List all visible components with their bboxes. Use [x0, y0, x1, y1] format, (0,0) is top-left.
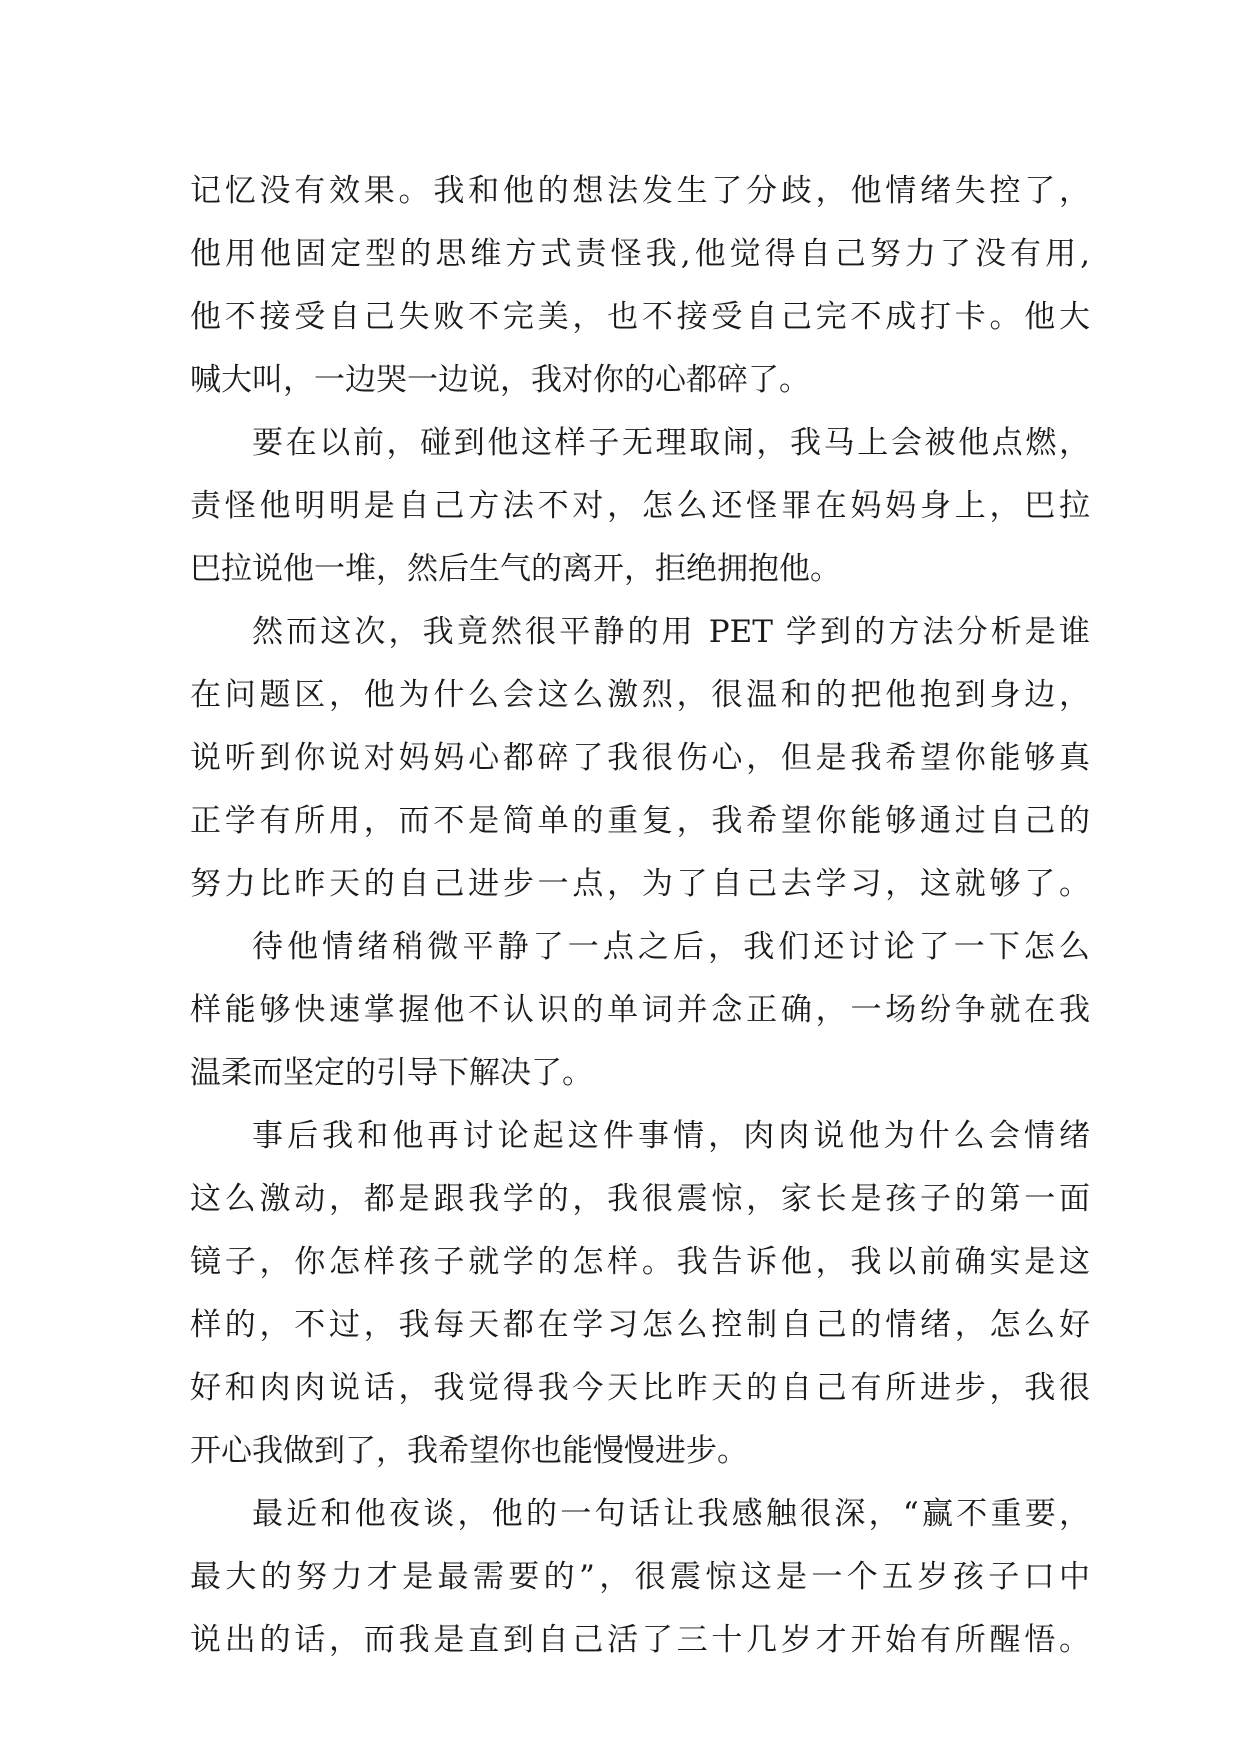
- text-line: 温柔而坚定的引导下解决了。: [190, 1055, 593, 1091]
- text-line: 最大的努力才是最需要的”，很震惊这是一个五岁孩子口中: [190, 1559, 1090, 1595]
- text-line-indented: 事后我和他再讨论起这件事情，肉肉说他为什么会情绪: [252, 1118, 1090, 1154]
- text-line: 责怪他明明是自己方法不对，怎么还怪罪在妈妈身上，巴拉: [190, 488, 1090, 524]
- text-line-indented: 最近和他夜谈，他的一句话让我感触很深，“赢不重要，: [252, 1496, 1090, 1532]
- text-line: 在问题区，他为什么会这么激烈，很温和的把他抱到身边，: [190, 677, 1090, 713]
- text-line: 这么激动，都是跟我学的，我很震惊，家长是孩子的第一面: [190, 1181, 1090, 1217]
- text-line: 说听到你说对妈妈心都碎了我很伤心，但是我希望你能够真: [190, 740, 1090, 776]
- text-line: 正学有所用，而不是简单的重复，我希望你能够通过自己的: [190, 803, 1090, 839]
- text-line: 样能够快速掌握他不认识的单词并念正确，一场纷争就在我: [190, 992, 1090, 1028]
- text-line-indented: 然而这次，我竟然很平静的用 PET 学到的方法分析是谁: [252, 614, 1090, 650]
- body-text: [190, 160, 1090, 1672]
- text-line: 镜子，你怎样孩子就学的怎样。我告诉他，我以前确实是这: [190, 1244, 1090, 1280]
- text-line: 努力比昨天的自己进步一点，为了自己去学习，这就够了。: [190, 866, 1090, 902]
- text-line: 记忆没有效果。我和他的想法发生了分歧，他情绪失控了，: [190, 173, 1090, 209]
- text-line: 他用他固定型的思维方式责怪我,他觉得自己努力了没有用,: [190, 236, 1090, 272]
- text-line-indented: 要在以前，碰到他这样子无理取闹，我马上会被他点燃，: [252, 425, 1090, 461]
- text-line: 开心我做到了，我希望你也能慢慢进步。: [190, 1433, 748, 1469]
- text-line: 他不接受自己失败不完美，也不接受自己完不成打卡。他大: [190, 299, 1090, 335]
- text-line: 好和肉肉说话，我觉得我今天比昨天的自己有所进步，我很: [190, 1370, 1090, 1406]
- text-line: 喊大叫，一边哭一边说，我对你的心都碎了。: [190, 362, 810, 398]
- text-line: 说出的话，而我是直到自己活了三十几岁才开始有所醒悟。: [190, 1622, 1090, 1658]
- text-line-indented: 待他情绪稍微平静了一点之后，我们还讨论了一下怎么: [252, 929, 1090, 965]
- text-line: 巴拉说他一堆，然后生气的离开，拒绝拥抱他。: [190, 551, 841, 587]
- text-line: 样的，不过，我每天都在学习怎么控制自己的情绪，怎么好: [190, 1307, 1090, 1343]
